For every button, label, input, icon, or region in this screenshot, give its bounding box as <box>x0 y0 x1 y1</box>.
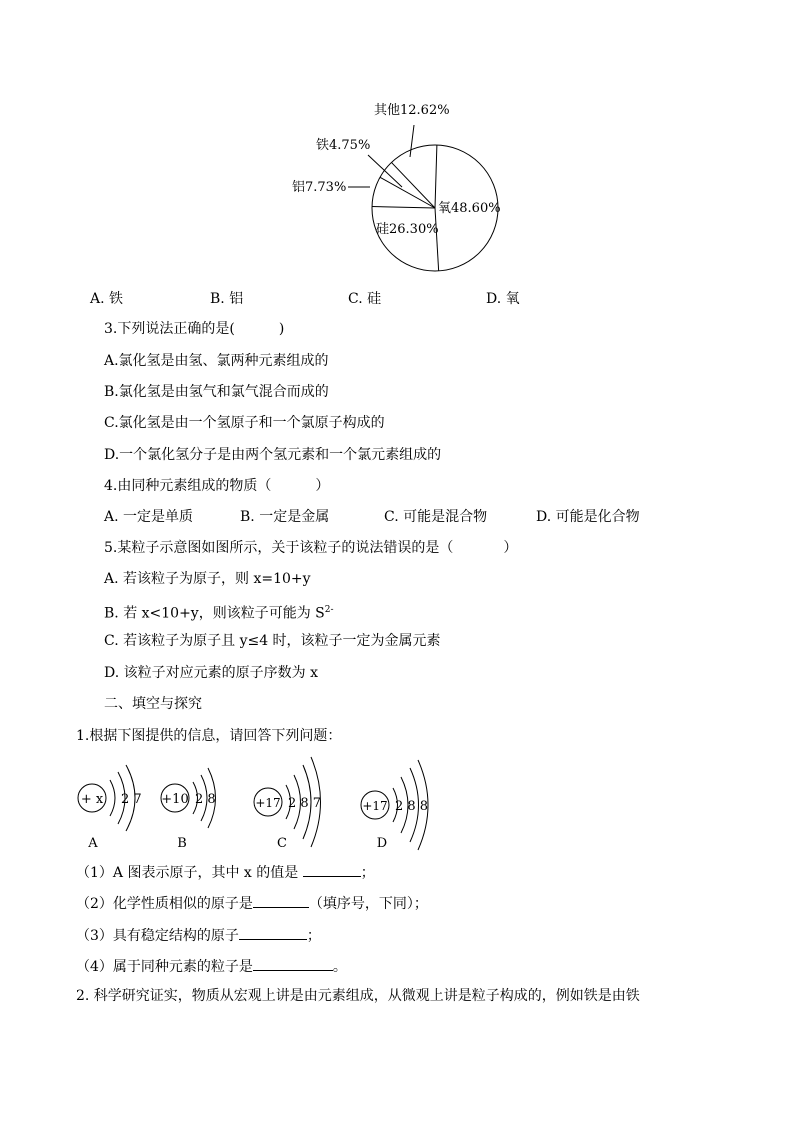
atom-c-nucleus: +17 <box>255 796 281 810</box>
fill1-stem: 1.根据下图提供的信息，请回答下列问题： <box>76 728 342 744</box>
q3-option-a: A.氯化氢是由氢、氯两种元素组成的 <box>104 353 329 369</box>
q4-option-a: A. 一定是单质 <box>104 509 194 525</box>
q3-option-c: C.氯化氢是由一个氢原子和一个氯原子构成的 <box>104 415 385 431</box>
answer-blank-2[interactable] <box>253 893 309 908</box>
section2-title: 二、填空与探究 <box>104 696 202 712</box>
fill1-sub4-text: （4）属于同种元素的粒子是 <box>76 959 253 975</box>
q4-option-c: C. 可能是混合物 <box>384 509 488 525</box>
composition-pie-chart <box>290 95 520 285</box>
q5-stem-text: 5.某粒子示意图如图所示，关于该粒子的说法错误的是（ <box>104 540 454 556</box>
fill1-sub1-end: ； <box>360 865 375 881</box>
fill1-sub4 <box>76 956 347 976</box>
q3-option-d: D.一个氯化氢分子是由两个氢元素和一个氯元素组成的 <box>104 447 442 463</box>
fill1-sub3 <box>76 925 321 945</box>
atom-a-electrons: 2 7 <box>121 792 142 807</box>
answer-blank-4[interactable] <box>253 956 333 971</box>
fill1-sub3-text: （3）具有稳定结构的原子 <box>76 928 239 944</box>
q3-stem <box>104 320 284 338</box>
q3-option-b: B.氯化氢是由氢气和氯气混合而成的 <box>104 384 329 400</box>
q5-stem-close: ） <box>503 540 518 556</box>
atom-d-electrons: 2 8 8 <box>395 799 429 814</box>
pie-label-silicon: 硅26.30% <box>376 222 439 237</box>
q2-option-d: D. 氧 <box>486 291 520 307</box>
atom-structure-diagrams <box>60 755 460 855</box>
pie-label-iron: 铁4.75% <box>316 138 371 153</box>
pie-label-other: 其他12.62% <box>374 103 450 118</box>
atom-a-label: A <box>88 836 98 851</box>
fill1-sub1-text: （1）A 图表示原子，其中 x 的值是 <box>76 865 299 881</box>
q4-stem-close: ） <box>315 478 330 494</box>
atom-b-label: B <box>177 836 187 851</box>
q5-option-b-charge: 2- <box>324 605 334 615</box>
q4-stem <box>104 477 329 495</box>
fill1-sub4-end: 。 <box>332 959 347 975</box>
q2-option-a: A. 铁 <box>90 291 124 307</box>
atom-diagram-b <box>161 768 216 851</box>
fill1-sub1 <box>76 862 375 882</box>
atom-diagram-a <box>78 765 142 851</box>
atom-b-electrons: 2 8 <box>195 792 216 807</box>
q4-option-b: B. 一定是金属 <box>240 509 330 525</box>
pie-label-oxygen: 氧48.60% <box>438 201 501 216</box>
fill1-sub2-end: （填序号，下同）； <box>308 896 428 912</box>
fill2-stem: 2. 科学研究证实，物质从宏观上讲是由元素组成，从微观上讲是粒子构成的，例如铁是由铁 <box>76 988 640 1004</box>
q5-option-c: C. 若该粒子为原子且 y≤4 时，该粒子一定为金属元素 <box>104 633 441 649</box>
atom-c-label: C <box>277 836 287 851</box>
q5-option-b <box>104 601 334 623</box>
atom-a-nucleus: + x <box>80 792 104 807</box>
answer-blank-3[interactable] <box>239 925 307 940</box>
fill1-sub2 <box>76 893 428 913</box>
atom-c-electrons: 2 8 7 <box>288 796 322 811</box>
q2-option-c: C. 硅 <box>348 291 382 307</box>
pie-label-aluminum: 铝7.73% <box>292 180 347 195</box>
q3-stem-text: 3.下列说法正确的是( <box>104 321 235 337</box>
atom-b-nucleus: +10 <box>161 792 189 807</box>
atom-d-nucleus: +17 <box>362 799 388 813</box>
q4-stem-text: 4.由同种元素组成的物质（ <box>104 478 272 494</box>
q5-stem <box>104 539 517 557</box>
atom-diagram-d <box>361 760 428 851</box>
q5-option-d: D. 该粒子对应元素的原子序数为 x <box>104 665 318 681</box>
q2-option-b: B. 铝 <box>210 291 244 307</box>
atom-d-label: D <box>376 836 388 851</box>
answer-blank-1[interactable] <box>303 862 361 877</box>
q4-option-d: D. 可能是化合物 <box>536 509 640 525</box>
q5-option-a: A. 若该粒子为原子，则 x=10+y <box>104 571 311 587</box>
q5-option-b-text: B. 若 x<10+y，则该粒子可能为 S <box>104 605 325 622</box>
q3-stem-close: ) <box>278 321 285 337</box>
fill1-sub3-end: ； <box>306 928 321 944</box>
atom-diagram-c <box>254 757 321 851</box>
fill1-sub2-text: （2）化学性质相似的原子是 <box>76 896 253 912</box>
